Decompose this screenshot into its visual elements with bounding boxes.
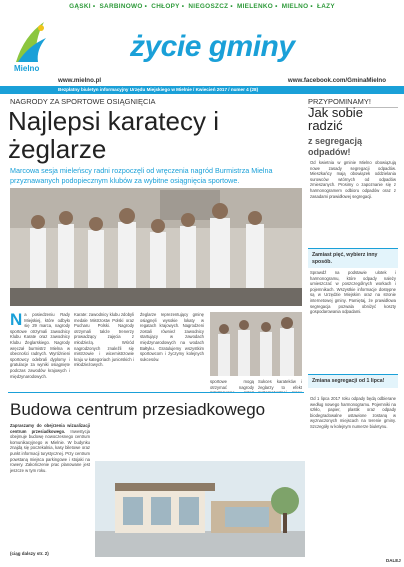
sidebar-headline: Jak sobie radzić bbox=[308, 105, 363, 133]
masthead-title: życie gminy bbox=[130, 30, 295, 63]
building-body: Inwestycja obejmuje budowę nowoczesnego centrum komunikacyjnego w Mielnie. W budynku znajdą się poczekalnia, kasy biletowe oraz punkt informacji turystycznej. Przy centrum powstaną miejsca parkingowe i stojaki na rowery. Zakończenie prac planowane jest jeszcze w tym roku. bbox=[10, 428, 90, 473]
website-link[interactable]: www.mielno.pl bbox=[58, 77, 102, 84]
main-headline: Najlepsi karateсy i żeglarze bbox=[8, 106, 219, 164]
mielno-logo bbox=[14, 18, 48, 66]
villages-strip: GĄSKI • SARBINOWO • CHŁOPY • NIEGOSZCZ • MIELENKO • MIELNO • ŁAZY bbox=[0, 0, 404, 14]
info-bar: Bezpłatny biuletyn informacyjny Urzędu Miejskiego w Mielnie / Kwiecień 2017 / numer 4 (28) bbox=[0, 86, 404, 94]
sidebar-text: Od kwietnia w gminie Mielno obowiązują nowe zasady segregacji odpadów. Mieszkańcy mają obowiązek oddzielania surowców wtórnych od odpadów zmieszanych. Prosimy o zapoznanie się z harmonogramem odbioru odpadów oraz z zasadami prawidłowej segregacji. bbox=[310, 160, 396, 199]
continued-right: DALEJ bbox=[386, 558, 401, 563]
building-headline: Budowa centrum przesiadkowego bbox=[10, 400, 266, 419]
village-name: MIELNO bbox=[281, 3, 309, 10]
sidebar-text: Sprawdź na podstawie ulotek i harmonogramu, które odpady należy umieszczać w poszczególnych workach i pojemnikach. Wszystkie informacje dostępne są w Urzędzie Miejskim oraz na stronie internetowej gminy. Pamiętaj, że prawidłowa segregacja pozwala obniżyć koszty gospodarowania odpadami. bbox=[310, 270, 396, 315]
article-column-4: sportowe mogą otrzymać nagrody bbox=[210, 379, 254, 390]
sidebar-label: PRZYPOMINAMY! bbox=[308, 97, 398, 108]
article-column-1 bbox=[10, 312, 70, 392]
sidebar-text: Od 1 lipca 2017 roku odpady będą odbierane według nowego harmonogramu. Pojemniki na szkło, papier, plastik oraz odpady biodegradowalne ustawione zostaną w wyznaczonych miejscach na terenie gminy. Szczegóły w kolejnym numerze biuletynu. bbox=[310, 396, 396, 429]
village-name: NIEGOSZCZ bbox=[188, 3, 229, 10]
sailors-photo bbox=[210, 312, 302, 376]
award-ceremony-photo bbox=[10, 188, 302, 306]
callout-box: Zmiana segregacji od 1 lipca! bbox=[308, 374, 398, 388]
facebook-link[interactable]: www.facebook.com/GminaMielno bbox=[287, 77, 386, 84]
village-name: MIELENKO bbox=[236, 3, 274, 10]
village-name: ŁAZY bbox=[317, 3, 335, 10]
village-name: SARBINOWO bbox=[99, 3, 143, 10]
article-subtitle: Marcowa sesja mieleńscy radni rozpoczęli od wręczenia nagród Burmistrza Mielna przyznawanych podopiecznym klubów za wybitne osiągnięcia sportowe. bbox=[10, 166, 273, 185]
article-text: a posiedzeniu Rady Miejskiej, które odbyło się 29 marca, nagrody sportowe otrzymali zawodnicy Klubu Karate oraz zawodnicy Klubu Żeglarskiego. Nagrody wręczał burmistrz Mielna w obecności radnych. Wyróżnieni sportowcy odebrali dyplomy i gratulacje za wyniki osiągnięte podczas zawodów krajowych i międzynarodowych. bbox=[10, 312, 70, 379]
url-row bbox=[0, 76, 404, 86]
section-label: NAGRODY ZA SPORTOWE OSIĄGNIĘCIA bbox=[10, 97, 156, 106]
callout-box: Zamiast pięć, wybierz inny sposób. bbox=[308, 248, 398, 268]
drop-cap: N bbox=[10, 312, 23, 329]
building-lead: Zapraszamy do obejrzenia wizualizacji centrum przesiadkowego. bbox=[10, 423, 90, 434]
logo-text: Mielno bbox=[14, 64, 40, 73]
village-name: GĄSKI bbox=[69, 3, 91, 10]
village-name: CHŁOPY bbox=[151, 3, 180, 10]
continued-note: (ciąg dalszy str. 2) bbox=[10, 551, 49, 556]
sidebar-subheadline: z segregacją odpadów! bbox=[308, 136, 363, 157]
building-text bbox=[10, 423, 90, 551]
article-column-5: Sukces karateków i żeglarzy to efekt bbox=[258, 379, 302, 390]
section-divider bbox=[8, 392, 304, 393]
article-column-2: Karate: zawodnicy klubu zdobyli medale Mistrzostw Polski oraz Pucharu Polski. Nagrody otrzymali także trenerzy prowadzący zajęcia z młodzieżą. Wśród nagrodzonych znaleźli się mistrzowie i wicemistrzowie kraju w kategoriach juniorskich i młodzieżowych. bbox=[74, 312, 134, 368]
article-column-3: Żeglarze reprezentujący gminę osiągnęli wysokie lokaty w regatach krajowych. Nagrodzeni zostali również zawodnicy startujący w zawodach międzynarodowych na wodach Bałtyku. Gratulujemy wszystkim sportowcom i życzymy kolejnych sukcesów. bbox=[140, 312, 204, 362]
transit-center-visualization bbox=[95, 461, 305, 557]
